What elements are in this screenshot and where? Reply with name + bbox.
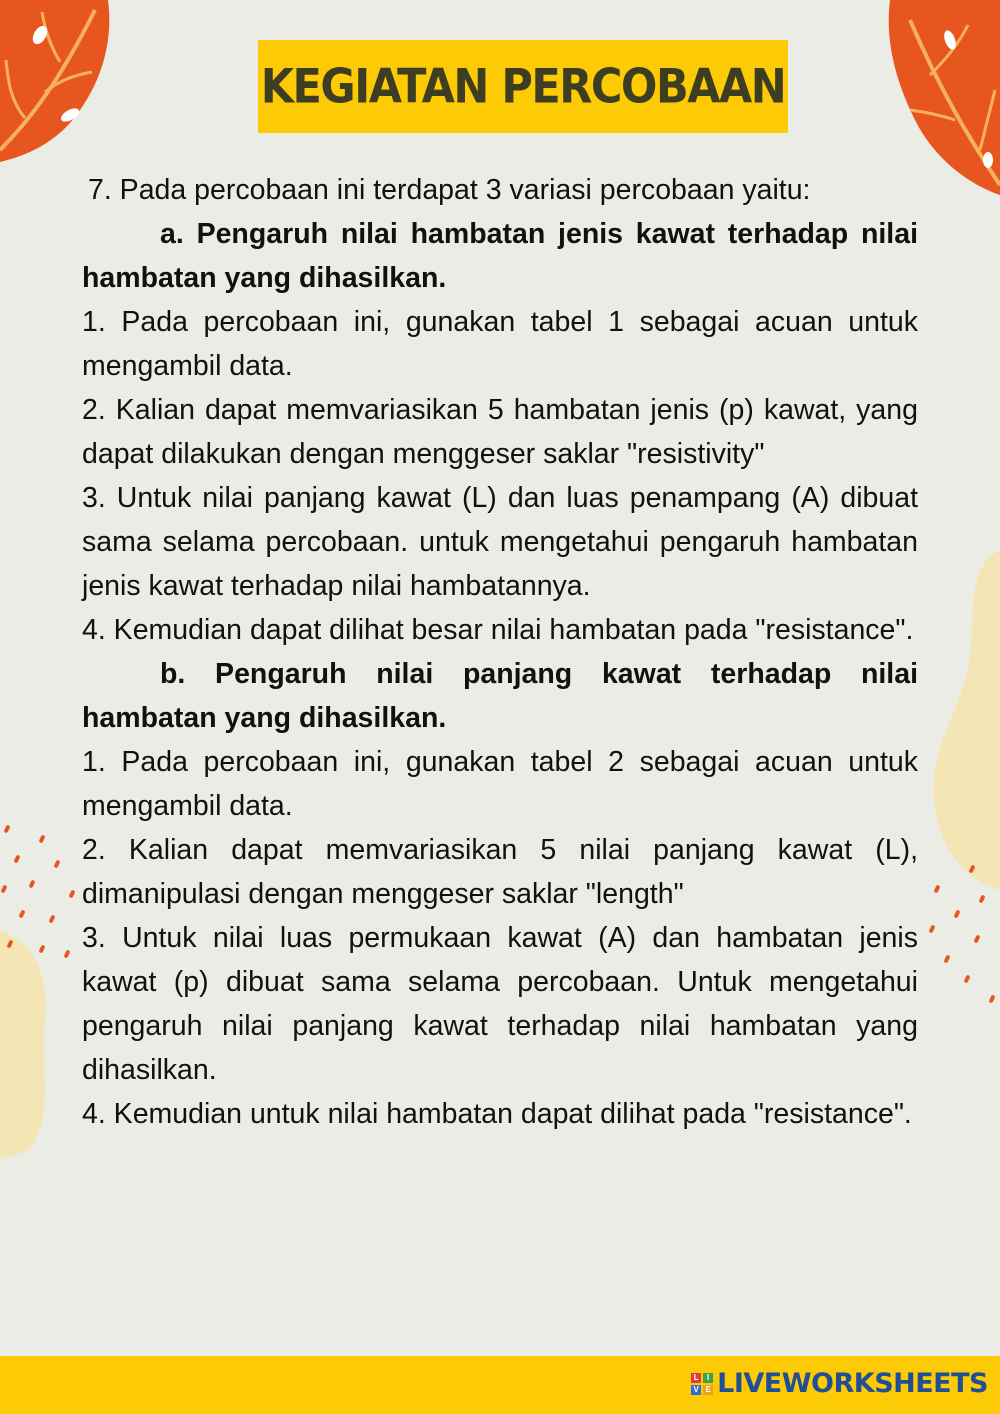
title-banner [258,40,788,133]
dots-decoration-right [920,860,1000,1010]
section-a-step: 2. Kalian dapat memvariasikan 5 hambatan jenis (p) kawat, yang dapat dilakukan dengan menggeser saklar "resistivity" [82,394,918,470]
dots-decoration-left [0,820,90,970]
section-b-heading: b. Pengaruh nilai panjang kawat terhadap nilai hambatan yang dihasilkan. [82,658,918,734]
blob-decoration-right [920,550,1000,890]
leaf-decoration-top-left [0,0,120,170]
liveworksheets-logo-icon: L I V E [691,1373,713,1395]
logo-text: LIVEWORKSHEETS [717,1368,988,1399]
section-b-step: 4. Kemudian untuk nilai hambatan dapat dilihat pada "resistance". [82,1098,912,1130]
content-body [82,168,918,1136]
liveworksheets-logo[interactable] [691,1368,988,1399]
footer-bar [0,1356,1000,1414]
section-b-step: 2. Kalian dapat memvariasikan 5 nilai panjang kawat (L), dimanipulasi dengan menggeser saklar "length" [82,834,918,910]
blob-decoration-left [0,930,70,1160]
section-a-step: 3. Untuk nilai panjang kawat (L) dan luas penampang (A) dibuat sama selama percobaan. untuk mengetahui pengaruh hambatan jenis kawat terhadap nilai hambatannya. [82,482,918,602]
section-a-step: 4. Kemudian dapat dilihat besar nilai hambatan pada "resistance". [82,614,914,646]
page-title: KEGIATAN PERCOBAAN [260,59,786,114]
section-a-heading: a. Pengaruh nilai hambatan jenis kawat terhadap nilai hambatan yang dihasilkan. [82,218,918,294]
section-b-step: 1. Pada percobaan ini, gunakan tabel 2 sebagai acuan untuk mengambil data. [82,746,918,822]
section-b-step: 3. Untuk nilai luas permukaan kawat (A) dan hambatan jenis kawat (p) dibuat sama selama percobaan. Untuk mengetahui pengaruh nilai panjang kawat terhadap nilai hambatan yang dihasilkan. [82,922,918,1086]
intro-text: 7. Pada percobaan ini terdapat 3 variasi percobaan yaitu: [88,174,811,206]
section-a-step: 1. Pada percobaan ini, gunakan tabel 1 sebagai acuan untuk mengambil data. [82,306,918,382]
